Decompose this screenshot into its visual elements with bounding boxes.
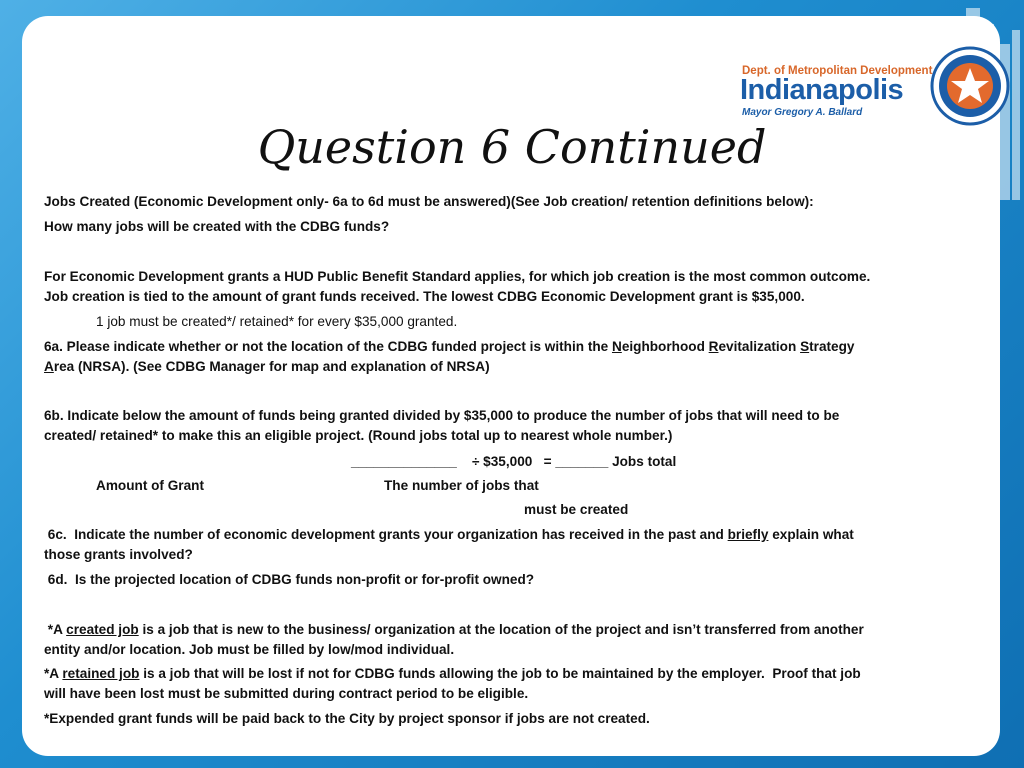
slide-title: Question 6 Continued [257,120,767,174]
logo-city-text: Indianapolis [740,74,904,106]
retained-job-definition-line1: *A retained job is a job that will be lost if not for CDBG funds allowing the job to be maintained by the employer. Proof that job [44,666,861,681]
question-6a-line1: 6a. Please indicate whether or not the location of the CDBG funded project is within the Neighborhood Revitalization Strategy [44,339,855,354]
jobs-formula: ______________ ÷ $35,000 = _______ Jobs total [351,454,677,469]
amount-of-grant-label: Amount of Grant [96,478,204,493]
jobs-label-line1: The number of jobs that [384,478,539,493]
question-6b-line2: created/ retained* to make this an eligible project. (Round jobs total up to nearest whole number.) [44,428,673,443]
star-badge-icon [930,46,1010,126]
question-6d: 6d. Is the projected location of CDBG funds non-profit or for-profit owned? [44,572,535,587]
lowest-grant-text: Job creation is tied to the amount of grant funds received. The lowest CDBG Economic Development grant is $35,000. [44,289,805,304]
job-ratio-text: 1 job must be created*/ retained* for every $35,000 granted. [96,314,458,329]
question-6c-line2: those grants involved? [44,547,193,562]
jobs-count-question: How many jobs will be created with the CDBG funds? [44,219,390,234]
jobs-label-line2: must be created [524,502,629,517]
created-job-definition-line2: entity and/or location. Job must be filled by low/mod individual. [44,642,455,657]
hud-standard-text: For Economic Development grants a HUD Public Benefit Standard applies, for which job creation is the most common outcome. [44,269,871,284]
question-6c-line1: 6c. Indicate the number of economic development grants your organization has received in the past and briefly explain what [44,527,854,542]
question-6b-line1: 6b. Indicate below the amount of funds being granted divided by $35,000 to produce the number of jobs that will need to be [44,408,840,423]
logo-mayor-text: Mayor Gregory A. Ballard [742,107,863,118]
retained-job-definition-line2: will have been lost must be submitted during contract period to be eligible. [44,686,529,701]
created-job-definition-line1: *A created job is a job that is new to the business/ organization at the location of the project and isn’t transferred from another [44,622,864,637]
payback-note: *Expended grant funds will be paid back to the City by project sponsor if jobs are not created. [44,711,650,726]
logo-dept-text: Dept. of Metropolitan Development [742,65,933,77]
question-6a-line2: Area (NRSA). (See CDBG Manager for map and explanation of NRSA) [44,359,490,374]
jobs-created-heading: Jobs Created (Economic Development only- 6a to 6d must be answered)(See Job creation/ retention definitions below): [44,194,814,209]
